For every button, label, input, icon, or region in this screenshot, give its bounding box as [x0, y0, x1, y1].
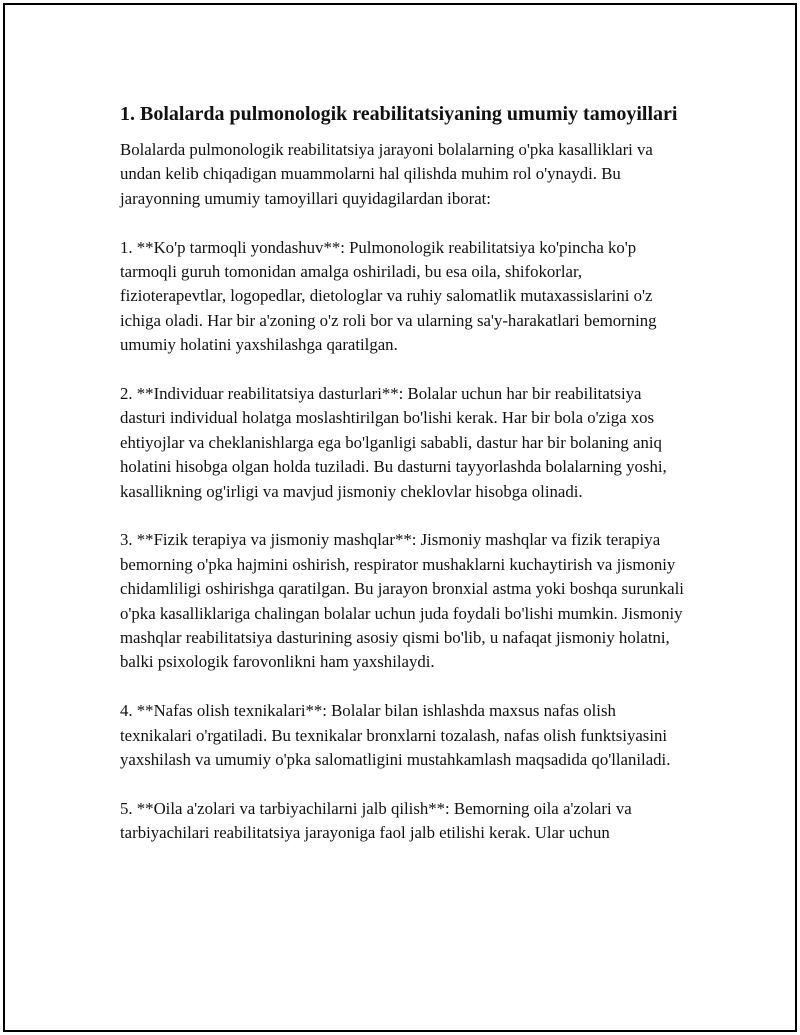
document-body — [120, 100, 690, 870]
page-frame — [3, 3, 797, 1032]
document-heading: 1. Bolalarda pulmonologik reabilitatsiyaning umumiy tamoyillari — [120, 103, 678, 125]
principle-5-paragraph: 5. **Oila a'zolari va tarbiyachilarni jalb qilish**: Bemorning oila a'zolari va tarbiyachilari reabilitatsiya jarayoniga faol jalb etilishi kerak. Ular uchun — [120, 798, 632, 843]
intro-paragraph: Bolalarda pulmonologik reabilitatsiya jarayoni bolalarning o'pka kasalliklari va undan kelib chiqadigan muammolarni hal qilishda muhim rol o'ynaydi. Bu jarayonning umumiy tamoyillari quyidagilardan iborat: — [120, 140, 653, 208]
principle-2-paragraph: 2. **Individuar reabilitatsiya dasturlari**: Bolalar uchun har bir reabilitatsiya dasturi individual holatga moslashtirilgan bo'lishi kerak. Har bir bola o'ziga xos ehtiyojlar va cheklanishlarga ega bo'lganligi sababli, dastur har bir bolaning aniq holatini hisobga olgan holda tuziladi. Bu dasturni tayyorlashda bolalarning yoshi, kasallikning og'irligi va mavjud jismoniy cheklovlar hisobga olinadi. — [120, 384, 667, 501]
principle-3-paragraph: 3. **Fizik terapiya va jismoniy mashqlar**: Jismoniy mashqlar va fizik terapiya bemorning o'pka hajmini oshirish, respirator mushaklarni kuchaytirish va jismoniy chidamliligi oshirishga qaratilgan. Bu jarayon bronxial astma yoki boshqa surunkali o'pka kasalliklariga chalingan bolalar uchun juda foydali bo'lishi mumkin. Jismoniy mashqlar reabilitatsiya dasturining asosiy qismi bo'lib, u nafaqat jismoniy holatni, balki psixologik farovonlikni ham yaxshilaydi. — [120, 530, 684, 672]
principle-1-paragraph: 1. **Ko'p tarmoqli yondashuv**: Pulmonologik reabilitatsiya ko'pincha ko'p tarmoqli guruh tomonidan amalga oshiriladi, bu esa oila, shifokorlar, fizioterapevtlar, logopedlar, dietologlar va ruhiy salomatlik mutaxassislarini o'z ichiga oladi. Har bir a'zoning o'z roli bor va ularning sa'y-harakatlari bemorning umumiy holatini yaxshilashga qaratilgan. — [120, 237, 657, 355]
principle-4-paragraph: 4. **Nafas olish texnikalari**: Bolalar bilan ishlashda maxsus nafas olish texnikalari o'rgatiladi. Bu texnikalar bronxlarni tozalash, nafas olish funktsiyasini yaxshilash va umumiy o'pka salomatligini mustahkamlash maqsadida qo'llaniladi. — [120, 701, 671, 770]
